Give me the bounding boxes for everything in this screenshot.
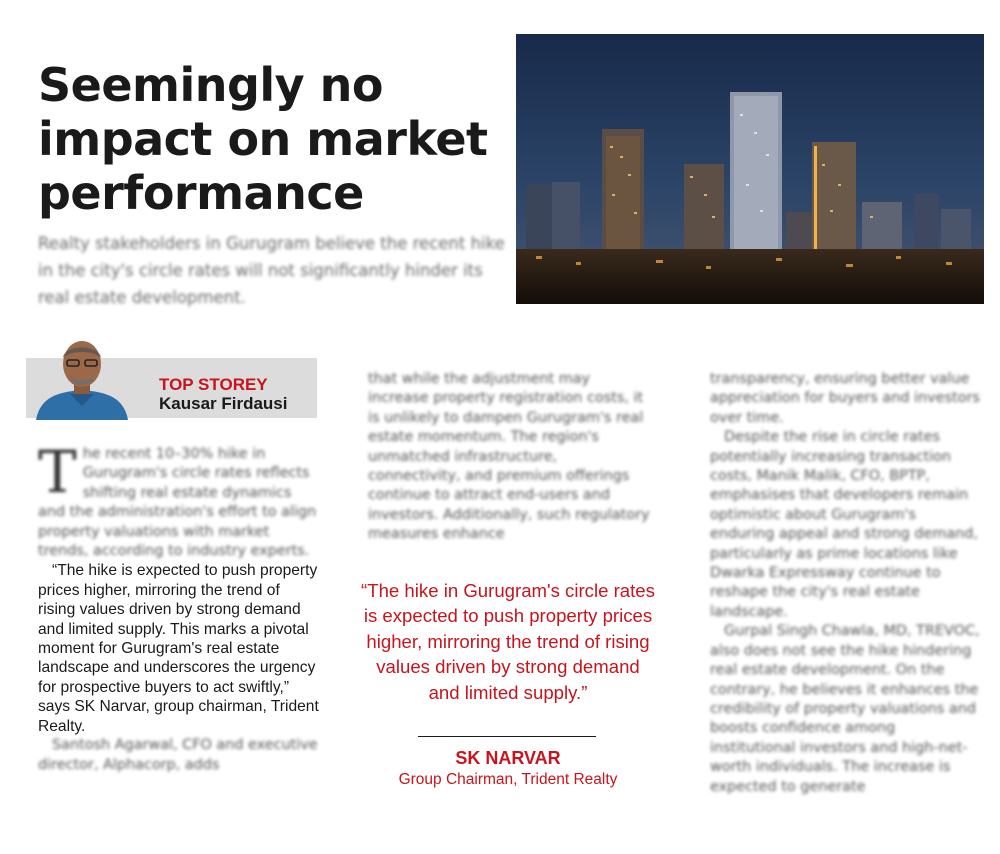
body-paragraph: that while the adjustment may increase property registration costs, it is unlikely to dampen Gurugram's real estate momentum. The region's unmatched infrastructure, connectivity, and premium offerings continue to attract end-users and investors. Additionally, such regulatory measures enhance [368, 371, 650, 543]
body-paragraph: Santosh Agarwal, CFO and executive director, Alphacorp, adds [38, 737, 318, 773]
body-paragraph: transparency, ensuring better value appreciation for buyers and investors over time. [710, 371, 980, 426]
article-headline: Seemingly no impact on market performance [38, 58, 488, 220]
drop-cap: T [38, 438, 77, 506]
byline-tag: TOP STOREY [159, 375, 268, 394]
byline-author: Kausar Firdausi [159, 394, 288, 413]
body-paragraph: Despite the rise in circle rates potentially increasing transaction costs, Manik Malik, CFO, BPTP, emphasises that developers remain optimistic about Gurugram's enduring appeal and strong demand, particularly as prime locations like Dwarka Expressway continue to reshape the city's real estate landscape. [710, 429, 978, 620]
article-deck: Realty stakeholders in Gurugram believe the recent hike in the city's circle rates will not significantly hinder its real estate development. [38, 234, 505, 307]
body-paragraph: Gurpal Singh Chawla, MD, TREVOC, also does not see the hike hindering real estate development. On the contrary, he believes it enhances the credibility of property valuations and boosts confidence among institutional investors and high-net-worth individuals. The increase is expected to generate [710, 623, 980, 795]
pull-quote: “The hike in Gurugram's circle rates is expected to push property prices higher, mirroring the trend of rising values driven by strong demand and limited supply.” [361, 580, 655, 703]
city-skyline-photo [516, 34, 984, 304]
body-column-2 [368, 370, 650, 545]
pull-quote-divider [418, 736, 596, 737]
pull-quote-attribution-name: SK NARVAR [455, 748, 561, 768]
body-paragraph-quote: “The hike is expected to push property prices higher, mirroring the trend of rising values driven by strong demand and limited supply. This marks a pivotal moment for Gurugram's real estate landscape and underscores the urgency for prospective buyers to act swiftly,” says SK Narvar, group chairman, Trident Realty. [38, 562, 319, 735]
body-column-3 [710, 370, 982, 797]
body-column-1 [38, 438, 320, 775]
author-avatar [26, 336, 138, 420]
pull-quote-attribution-title: Group Chairman, Trident Realty [398, 771, 618, 788]
body-paragraph: he recent 10–30% hike in Gurugram's circle rates reflects shifting real estate dynamics and the administration's effort to align property valuations with market trends, according to industry experts. [38, 446, 317, 560]
